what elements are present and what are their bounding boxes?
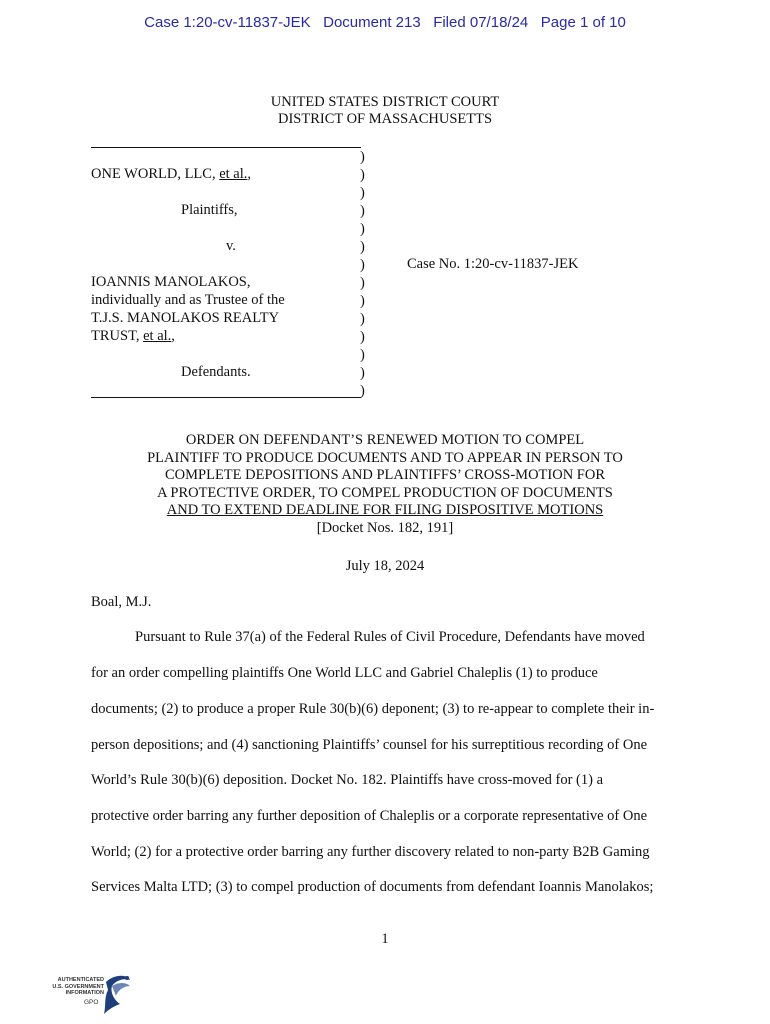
paren: )	[360, 239, 365, 255]
case-number: Case No. 1:20-cv-11837-JEK	[407, 256, 579, 272]
body-line: for an order compelling plaintiffs One World LLC and Gabriel Chaleplis (1) to produce	[91, 665, 598, 681]
gpo-logo-text: AUTHENTICATED U.S. GOVERNMENT INFORMATION	[52, 977, 104, 996]
plaintiff-name: ONE WORLD, LLC, et al.,	[91, 166, 252, 182]
defendant-capacity: individually and as Trustee of the	[91, 292, 285, 308]
gpo-authentication-logo	[44, 972, 134, 1016]
paren: )	[360, 329, 365, 345]
caption-paren-column	[360, 148, 370, 400]
judge-name: Boal, M.J.	[91, 594, 152, 610]
gpo-logo-word: GPO	[84, 999, 99, 1006]
versus: v.	[226, 238, 236, 254]
paren: )	[360, 311, 365, 327]
body-line: World; (2) for a protective order barring any further discovery related to non-party B2B Gaming	[91, 844, 650, 860]
plaintiff-role: Plaintiffs,	[181, 202, 238, 218]
title-line: A PROTECTIVE ORDER, TO COMPEL PRODUCTION OF DOCUMENTS	[157, 484, 613, 501]
body-line: World’s Rule 30(b)(6) deposition. Docket No. 182. Plaintiffs have cross-moved for (1) a	[91, 772, 604, 788]
court-district: DISTRICT OF MASSACHUSETTS	[277, 111, 493, 127]
et-al: et al.	[219, 166, 248, 182]
body-line: person depositions; and (4) sanctioning Plaintiffs’ counsel for his surreptitious recording of One	[91, 737, 647, 753]
defendant-role: Defendants.	[181, 364, 251, 380]
order-date: July 18, 2024	[345, 558, 425, 574]
body-line: Pursuant to Rule 37(a) of the Federal Rules of Civil Procedure, Defendants have moved	[135, 629, 645, 645]
paren: )	[360, 347, 365, 363]
title-line: AND TO EXTEND DEADLINE FOR FILING DISPOSITIVE MOTIONS	[166, 502, 604, 518]
title-line: PLAINTIFF TO PRODUCE DOCUMENTS AND TO APPEAR IN PERSON TO	[147, 449, 623, 466]
body-line: protective order barring any further deposition of Chaleplis or a corporate representative of One	[91, 808, 648, 824]
paren: )	[360, 293, 365, 309]
paren: )	[360, 365, 365, 381]
paren: )	[360, 149, 365, 165]
paren: )	[360, 257, 365, 273]
caption-bottom-rule	[91, 397, 361, 398]
court-name: UNITED STATES DISTRICT COURT	[270, 94, 500, 110]
caption-top-rule	[91, 147, 361, 148]
defendant-trust-etal: TRUST, et al.,	[91, 328, 175, 344]
defendant-name: IOANNIS MANOLAKOS,	[91, 274, 251, 290]
eagle-icon	[100, 972, 134, 1016]
paren: )	[360, 383, 365, 399]
paren: )	[360, 275, 365, 291]
paren: )	[360, 221, 365, 237]
et-al: et al.	[143, 328, 172, 344]
title-line: COMPLETE DEPOSITIONS AND PLAINTIFFS’ CROSS-MOTION FOR	[164, 467, 605, 483]
body-line: Services Malta LTD; (3) to compel production of documents from defendant Ioannis Manolakos;	[91, 879, 654, 895]
defendant-trust: T.J.S. MANOLAKOS REALTY	[91, 310, 280, 326]
docket-numbers: [Docket Nos. 182, 191]	[316, 519, 454, 536]
filing-header: Case 1:20-cv-11837-JEK Document 213 Filed 07/18/24 Page 1 of 10	[144, 14, 626, 31]
page-number: 1	[381, 931, 389, 947]
paren: )	[360, 167, 365, 183]
order-title	[0, 432, 770, 537]
paren: )	[360, 185, 365, 201]
title-line: ORDER ON DEFENDANT’S RENEWED MOTION TO COMPEL	[185, 432, 585, 448]
body-line: documents; (2) to produce a proper Rule 30(b)(6) deponent; (3) to re-appear to complete their in-	[91, 701, 655, 717]
paren: )	[360, 203, 365, 219]
